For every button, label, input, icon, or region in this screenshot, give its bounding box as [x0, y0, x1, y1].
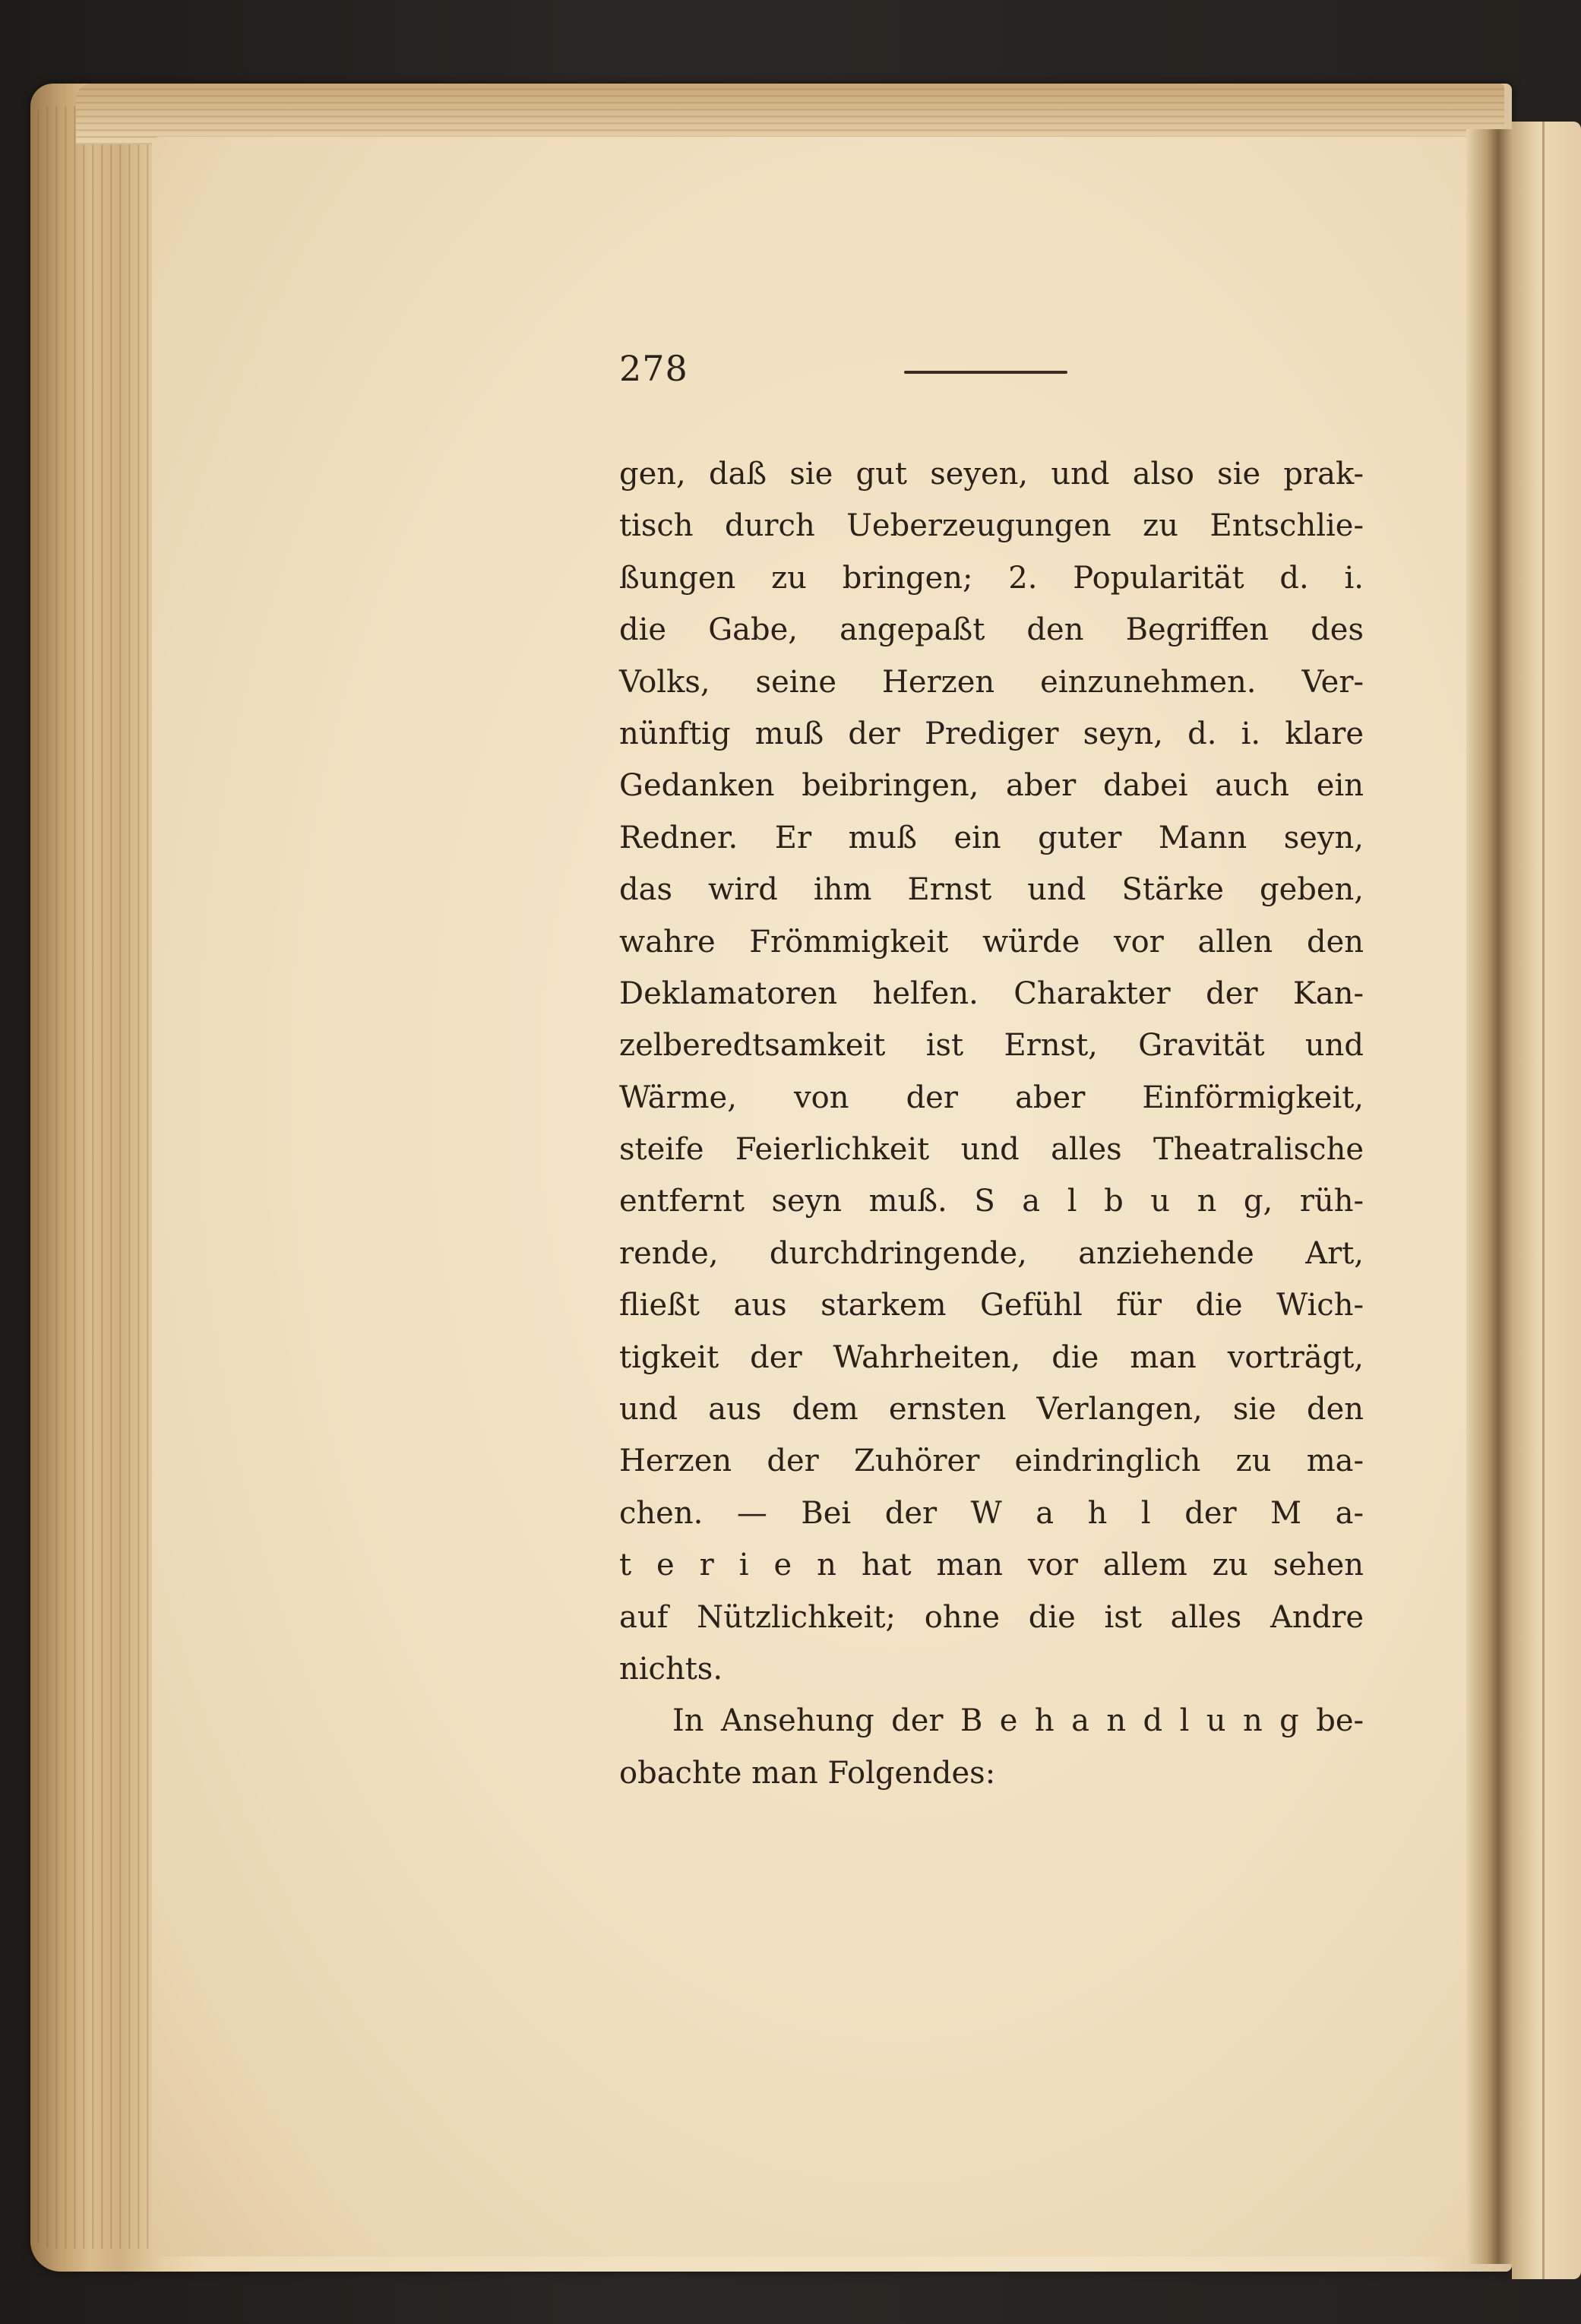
text-line: Redner. Er muß ein guter Mann seyn, — [619, 820, 1364, 855]
text-line: Herzen der Zuhörer eindringlich zu ma- — [619, 1443, 1364, 1479]
page-edges — [30, 106, 160, 2249]
text-line: Deklamatoren helfen. Charakter der Kan- — [619, 975, 1364, 1011]
text-line: zelberedtsamkeit ist Ernst, Gravität und — [619, 1028, 1364, 1064]
text-line: ßungen zu bringen; 2. Popularität d. i. — [619, 560, 1364, 596]
text-line: rende, durchdringende, anziehende Art, — [619, 1235, 1364, 1271]
header-rule — [904, 371, 1067, 374]
text-line: fließt aus starkem Gefühl für die Wich- — [619, 1288, 1364, 1323]
text-line: gen, daß sie gut seyen, und also sie prak- — [619, 457, 1364, 492]
text-line: chen. — Bei der W a h l der M a- — [619, 1495, 1364, 1531]
text-line: Gedanken beibringen, aber dabei auch ein — [619, 768, 1364, 804]
paragraph-start-line: In Ansehung der B e h a n d l u n g be- — [672, 1703, 1364, 1739]
page-number: 278 — [619, 348, 688, 389]
text-line: entfernt seyn muß. S a l b u n g, rüh- — [619, 1184, 1364, 1219]
book-gutter — [1466, 129, 1512, 2264]
top-page-edges — [76, 84, 1504, 144]
text-line: das wird ihm Ernst und Stärke geben, — [619, 872, 1364, 908]
text-line: wahre Frömmigkeit würde vor allen den — [619, 924, 1364, 960]
text-line: t e r i e n hat man vor allem zu sehen — [619, 1548, 1364, 1583]
body-text — [619, 448, 1364, 1799]
text-line: tisch durch Ueberzeugungen zu Entschlie- — [619, 508, 1364, 544]
text-line: obachte man Folgendes: — [619, 1755, 996, 1791]
text-line: tigkeit der Wahrheiten, die man vorträgt, — [619, 1339, 1364, 1375]
text-line: steife Feierlichkeit und alles Theatralische — [619, 1132, 1364, 1168]
text-line: und aus dem ernsten Verlangen, sie den — [619, 1392, 1364, 1428]
text-line: Volks, seine Herzen einzunehmen. Ver- — [619, 664, 1364, 700]
text-line: Wärme, von der aber Einförmigkeit, — [619, 1080, 1364, 1115]
right-page-edge — [1512, 122, 1581, 2279]
text-line: nichts. — [619, 1651, 723, 1687]
text-line: nünftig muß der Prediger seyn, d. i. klare — [619, 716, 1364, 751]
page-header — [619, 348, 1075, 401]
text-line: auf Nützlichkeit; ohne die ist alles Andre — [619, 1599, 1364, 1635]
text-line: die Gabe, angepaßt den Begriffen des — [619, 612, 1364, 648]
